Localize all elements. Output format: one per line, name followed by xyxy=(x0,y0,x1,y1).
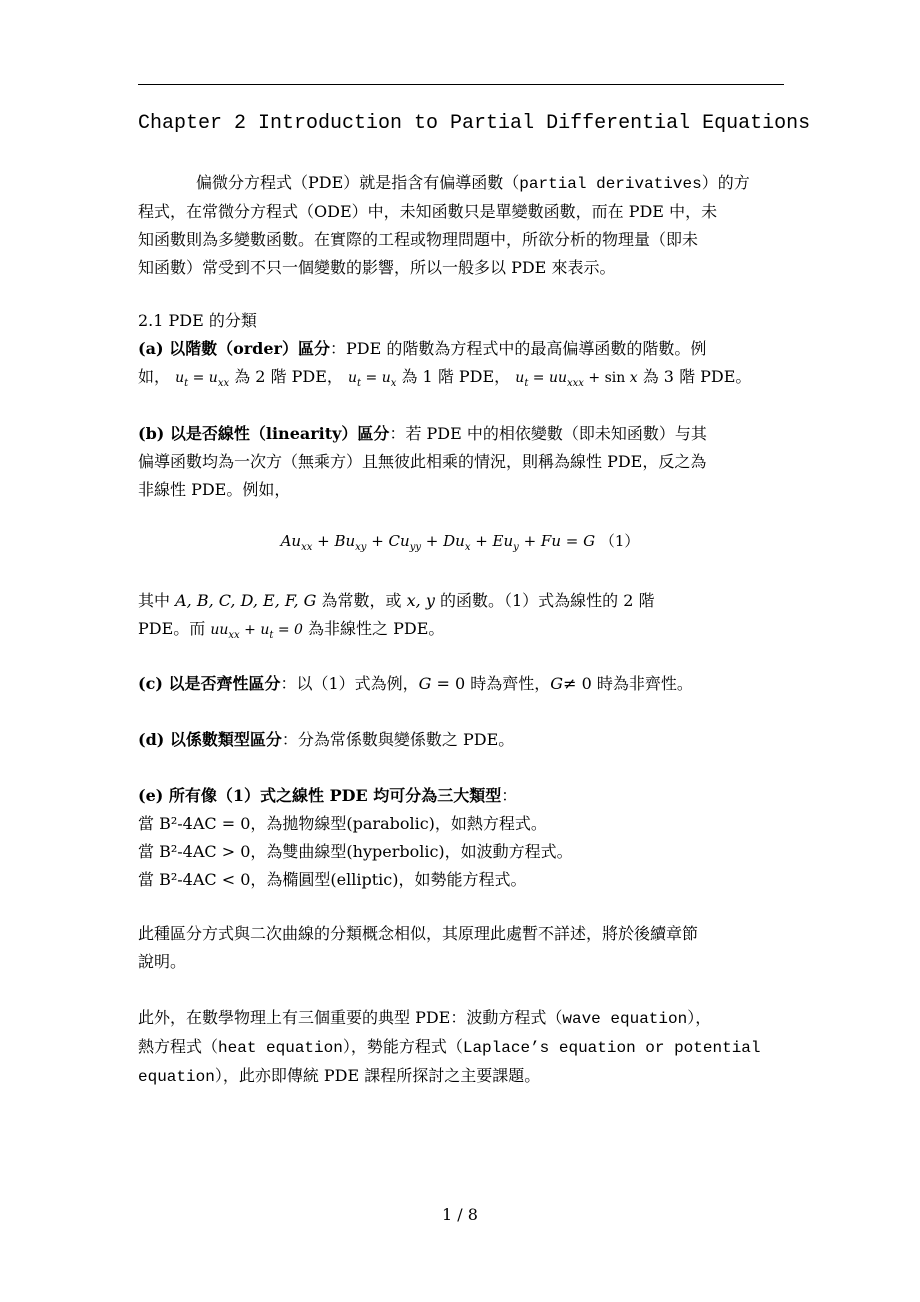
math-ut-uxx: $u_t = u_{xx}$ xyxy=(175,370,230,389)
section-2-1 xyxy=(138,307,786,398)
item-a-text: 如， xyxy=(138,367,171,386)
term-wave: wave equation xyxy=(562,1010,688,1028)
math-ut-ux: $u_t = u_x$ xyxy=(348,370,397,389)
item-e-heading: (e) 所有像（1）式之線性 PDE 均可分為三大類型 xyxy=(138,786,502,805)
note-line: 說明。 xyxy=(138,952,187,971)
item-c xyxy=(138,670,786,698)
variable-list: x, y xyxy=(406,591,435,610)
item-a-text: 為 1 階 PDE， xyxy=(401,367,511,386)
item-b xyxy=(138,420,786,504)
para-text: ）， xyxy=(687,1008,712,1027)
intro-line: 知函數則為多變數函數。在實際的工程或物理問題中，所欲分析的物理量（即未 xyxy=(138,230,699,249)
item-a-heading: (a) 以階數（order）區分 xyxy=(138,339,330,358)
equation-1 xyxy=(0,530,920,553)
page-number: 1 / 8 xyxy=(442,1205,478,1224)
header-rule xyxy=(138,84,784,85)
section-heading: 2.1 PDE 的分類 xyxy=(138,311,257,330)
item-d xyxy=(138,726,786,754)
intro-line: ）的方 xyxy=(701,173,750,192)
item-a-text: ：PDE 的階數為方程式中的最高偏導函數的階數。例 xyxy=(329,339,707,358)
explanation-text: 其中 xyxy=(138,591,176,610)
explanation-text: 的函數。（1）式為線性的 2 階 xyxy=(434,591,655,610)
para-text: 此外，在數學物理上有三個重要的典型 PDE：波動方程式（ xyxy=(138,1008,563,1027)
item-b-text: 非線性 PDE。例如， xyxy=(138,480,291,499)
note-line: 此種區分方式與二次曲線的分類概念相似，其原理此處暫不詳述，將於後續章節 xyxy=(138,924,699,943)
intro-line: 知函數）常受到不只一個變數的影響，所以一般多以 PDE 來表示。 xyxy=(138,258,616,277)
item-d-heading: (d) 以係數類型區分 xyxy=(138,730,282,749)
chapter-title: Chapter 2 Introduction to Partial Differential Equations xyxy=(138,112,811,135)
item-e-colon: ： xyxy=(501,786,518,805)
para-text: 熱方程式（ xyxy=(138,1037,219,1056)
explanation-text: PDE。而 xyxy=(138,619,211,638)
type-line-hyperbolic: 當 B²-4AC > 0，為雙曲線型(hyperbolic)，如波動方程式。 xyxy=(138,842,573,861)
type-line-parabolic: 當 B²-4AC = 0，為拋物線型(parabolic)，如熱方程式。 xyxy=(138,814,547,833)
var-g: G xyxy=(418,674,432,693)
explanation-text: 為非線性之 PDE。 xyxy=(308,619,445,638)
equation-1-body: $Au_{xx} + Bu_{xy} + Cu_{yy} + Du_x + Eu_y + Fu = G$ xyxy=(280,532,596,553)
term-heat: heat equation xyxy=(218,1039,343,1057)
intro-line: 程式，在常微分方程式（ODE）中，未知函數只是單變數函數，而在 PDE 中，未 xyxy=(138,202,718,221)
item-c-text: ≠ 0 時為非齊性。 xyxy=(563,674,693,693)
item-a-text: 為 3 階 PDE。 xyxy=(642,367,752,386)
math-third-order: $u_t = uu_{xxx} + \sin x$ xyxy=(515,370,638,389)
item-e xyxy=(138,782,786,894)
item-a-text: 為 2 階 PDE， xyxy=(234,367,343,386)
item-c-heading: (c) 以是否齊性區分 xyxy=(138,674,281,693)
term-equation: equation xyxy=(138,1068,215,1086)
classification-note xyxy=(138,920,786,976)
type-line-elliptic: 當 B²-4AC < 0，為橢圓型(elliptic)，如勢能方程式。 xyxy=(138,870,527,889)
var-g: G xyxy=(550,674,564,693)
intro-term: partial derivatives xyxy=(519,175,702,193)
intro-line: 偏微分方程式（PDE）就是指含有偏導函數（ xyxy=(196,173,520,192)
item-b-heading: (b) 以是否線性（linearity）區分 xyxy=(138,424,390,443)
coefficient-list: A, B, C, D, E, F, G xyxy=(175,591,317,610)
item-c-text: = 0 時為齊性， xyxy=(431,674,551,693)
intro-paragraph xyxy=(138,169,786,282)
equation-explanation xyxy=(138,587,786,650)
item-c-text: ：以（1）式為例， xyxy=(280,674,419,693)
item-b-text: 偏導函數均為一次方（無乘方）且無彼此相乘的情況，則稱為線性 PDE，反之為 xyxy=(138,452,707,471)
explanation-text: 為常數，或 xyxy=(316,591,407,610)
typical-pde-paragraph xyxy=(138,1004,786,1091)
math-nonlinear: $uu_{xx} + u_t = 0$ xyxy=(210,622,303,641)
equation-number: （1） xyxy=(599,532,640,550)
item-b-text: ：若 PDE 中的相依變數（即未知函數）与其 xyxy=(389,424,707,443)
para-text: ），此亦即傳統 PDE 課程所探討之主要課題。 xyxy=(214,1066,541,1085)
item-d-text: ：分為常係數與變係數之 PDE。 xyxy=(281,730,515,749)
term-laplace: ），勢能方程式（Laplace’s equation or potential xyxy=(342,1039,761,1057)
